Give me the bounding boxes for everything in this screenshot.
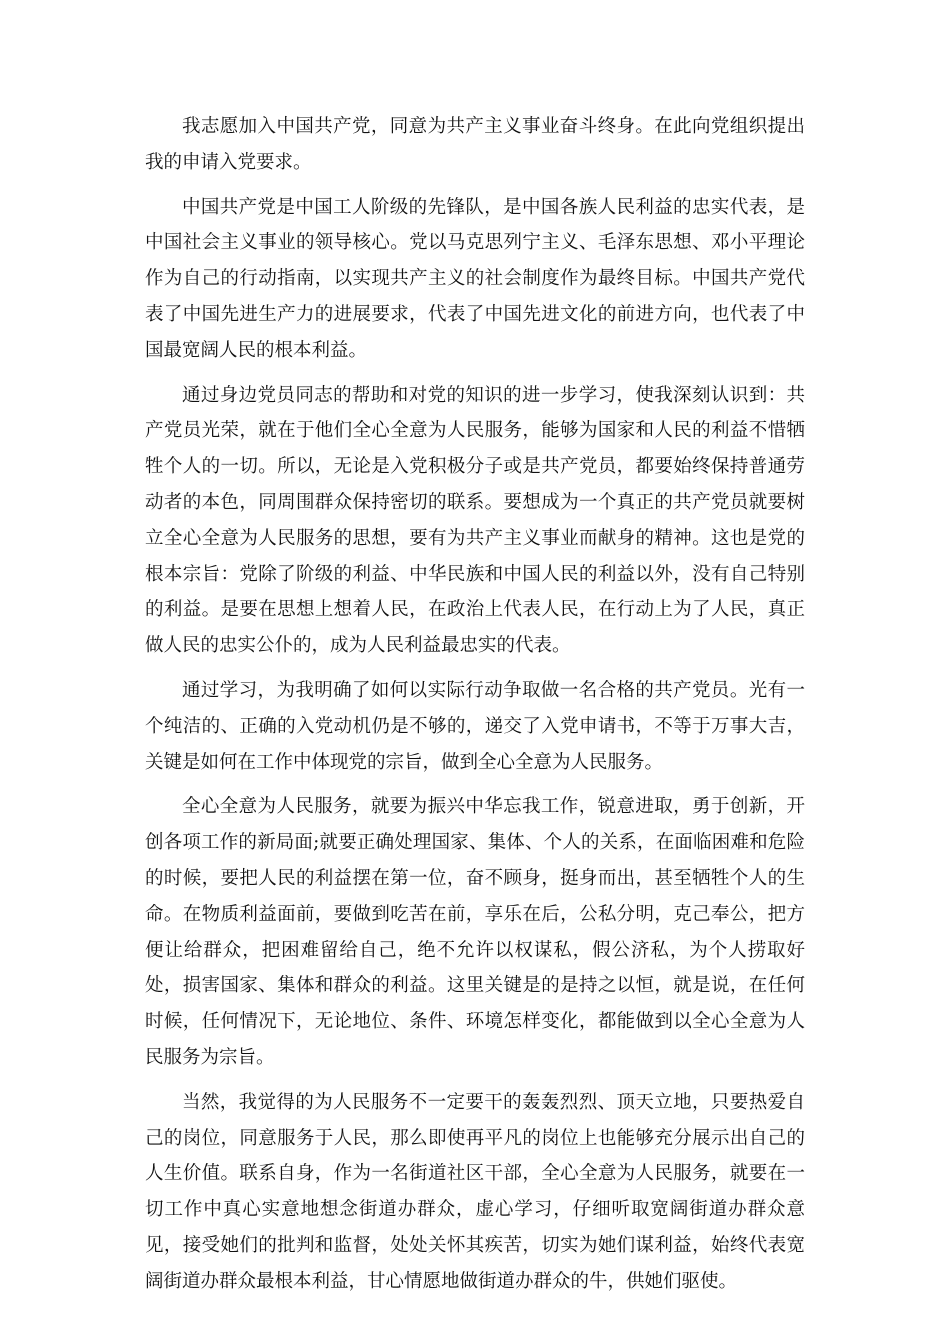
paragraph-3: 通过身边党员同志的帮助和对党的知识的进一步学习，使我深刻认识到：共产党员光荣，就在于他们全心全意为人民服务，能够为国家和人民的利益不惜牺牲个人的一切。所以，无论是入党积极分子或是共产党员，都要始终保持普通劳动者的本色，同周围群众保持密切的联系。要想成为一个真正的共产党员就要树立全心全意为人民服务的思想，要有为共产主义事业而献身的精神。这也是党的根本宗旨：党除了阶级的利益、中华民族和中国人民的利益以外，没有自己特别的利益。是要在思想上想着人民，在政治上代表人民，在行动上为了人民，真正做人民的忠实公仆的，成为人民利益最忠实的代表。 (145, 384, 805, 657)
paragraph-6: 当然，我觉得的为人民服务不一定要干的轰轰烈烈、顶天立地，只要热爱自己的岗位，同意服务于人民，那么即使再平凡的岗位上也能够充分展示出自己的人生价值。联系自身，作为一名街道社区干部，全心全意为人民服务，就要在一切工作中真心实意地想念街道办群众，虚心学习，仔细听取宽阔街道办群众意见，接受她们的批判和监督，处处关怀其疾苦，切实为她们谋利益，始终代表宽阔街道办群众最根本利益，甘心情愿地做街道办群众的牛，供她们驱使。 (145, 1091, 805, 1292)
paragraph-2: 中国共产党是中国工人阶级的先锋队，是中国各族人民利益的忠实代表，是中国社会主义事业的领导核心。党以马克思列宁主义、毛泽东思想、邓小平理论作为自己的行动指南，以实现共产主义的社会制度作为最终目标。中国共产党代表了中国先进生产力的进展要求，代表了中国先进文化的前进方向，也代表了中国最宽阔人民的根本利益。 (145, 196, 805, 361)
paragraph-1: 我志愿加入中国共产党，同意为共产主义事业奋斗终身。在此向党组织提出我的申请入党要求。 (145, 116, 805, 173)
paragraph-5: 全心全意为人民服务，就要为振兴中华忘我工作，锐意进取，勇于创新，开创各项工作的新局面;就要正确处理国家、集体、个人的关系，在面临困难和危险的时候，要把人民的利益摆在第一位，奋不顾身，挺身而出，甚至牺牲个人的生命。在物质利益面前，要做到吃苦在前，享乐在后，公私分明，克己奉公，把方便让给群众，把困难留给自己，绝不允许以权谋私，假公济私，为个人捞取好处，损害国家、集体和群众的利益。这里关键是的是持之以恒，就是说，在任何时候，任何情况下，无论地位、条件、环境怎样变化，都能做到以全心全意为人民服务为宗旨。 (145, 796, 805, 1068)
paragraph-4: 通过学习，为我明确了如何以实际行动争取做一名合格的共产党员。光有一个纯洁的、正确的入党动机仍是不够的，递交了入党申请书，不等于万事大吉，关键是如何在工作中体现党的宗旨，做到全心全意为人民服务。 (145, 679, 805, 773)
document-body (145, 109, 805, 1309)
